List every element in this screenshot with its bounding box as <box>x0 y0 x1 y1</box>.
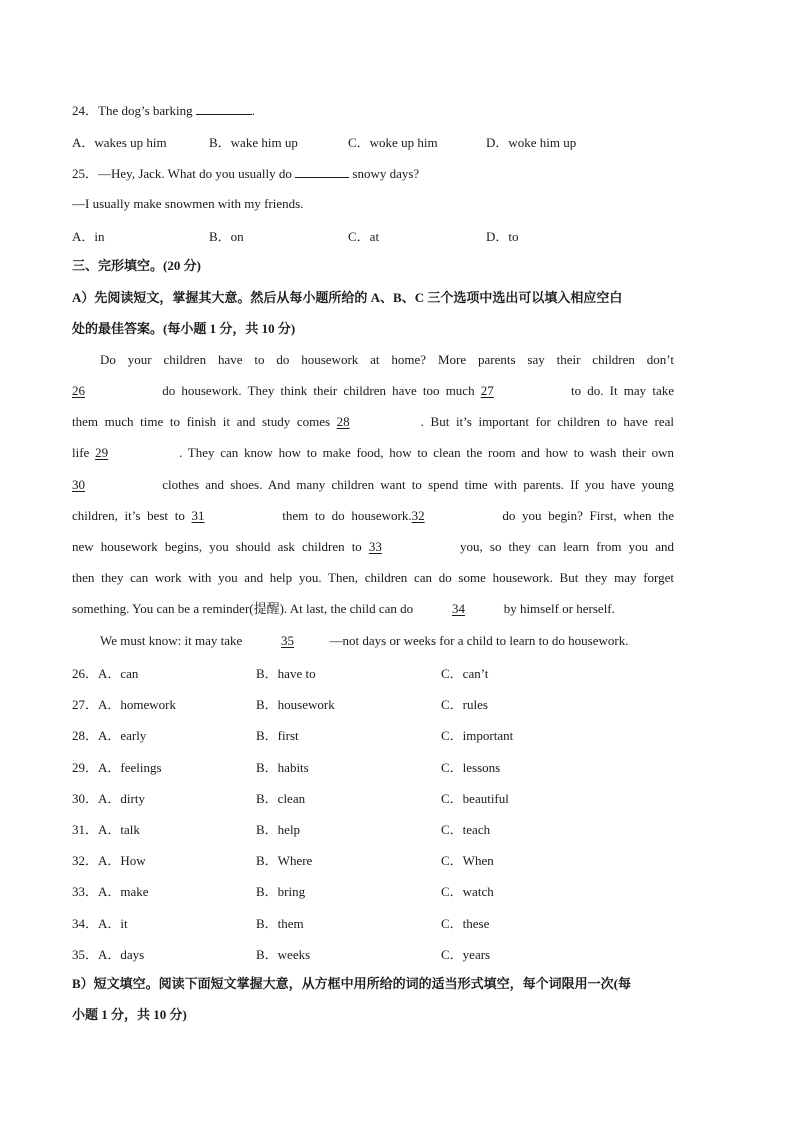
option-c: C．these <box>441 916 490 931</box>
section-3-title: 三、完形填空。(20 分) <box>72 258 201 273</box>
question-24-stem: 24．The dog’s barking . <box>72 103 256 118</box>
option-b: B．them <box>256 916 304 931</box>
blank-28: 28 <box>336 414 350 429</box>
question-25-stem: 25．—Hey, Jack. What do you usually do snowy days? <box>72 166 420 181</box>
choice-row <box>72 757 692 775</box>
passage-line-1: Do your children have to do housework at home? More parents say their children don’t <box>100 352 674 367</box>
option-a: 33．A．make <box>72 884 149 899</box>
option-a: 35．A．days <box>72 947 145 962</box>
choice-row <box>72 725 692 743</box>
option-c: C．at <box>348 229 380 244</box>
passage-line-5: 30 clothes and shoes. And many children want to spend time with parents. If you have young <box>72 477 674 492</box>
option-b: B．have to <box>256 666 316 681</box>
option-a: 32．A．How <box>72 853 146 868</box>
answer-blank <box>295 164 349 178</box>
question-24-options <box>72 132 692 150</box>
blank-32: 32 <box>411 508 425 523</box>
part-a-instructions-line2: 处的最佳答案。(每小题 1 分，共 10 分) <box>72 321 296 336</box>
choice-row <box>72 788 692 806</box>
blank-33: 33 <box>368 539 382 554</box>
option-a: A．wakes up him <box>72 135 167 150</box>
option-a: 28．A．early <box>72 728 147 743</box>
passage-line-6: children, it’s best to 31 them to do housework.32 do you begin? First, when the <box>72 508 675 523</box>
option-a: A．in <box>72 229 105 244</box>
passage-line-7: new housework begins, you should ask children to 33 you, so they can learn from you and <box>72 539 674 554</box>
option-b: B．weeks <box>256 947 311 962</box>
option-a: 31．A．talk <box>72 822 140 837</box>
part-a-instructions-line1: A）先阅读短文，掌握其大意。然后从每小题所给的 A、B、C 三个选项中选出可以填入相应空白 <box>72 290 623 305</box>
option-c: C．teach <box>441 822 491 837</box>
option-b: B．help <box>256 822 301 837</box>
option-a: 27．A．homework <box>72 697 176 712</box>
blank-30: 30 <box>72 477 85 492</box>
choice-row <box>72 881 692 899</box>
option-b: B．bring <box>256 884 306 899</box>
choice-row <box>72 663 692 681</box>
blank-27: 27 <box>480 383 494 398</box>
choice-row <box>72 913 692 931</box>
choice-row <box>72 819 692 837</box>
blank-35: 35 <box>281 633 295 648</box>
option-b: B．on <box>209 229 244 244</box>
option-a: 30．A．dirty <box>72 791 145 806</box>
option-b: B．habits <box>256 760 309 775</box>
option-c: C．When <box>441 853 494 868</box>
blank-34: 34 <box>451 601 465 616</box>
option-c: C．beautiful <box>441 791 509 806</box>
passage-line-8: then they can work with you and help you. Then, children can do some housework. But they may forget <box>72 570 674 585</box>
option-b: B．wake him up <box>209 135 298 150</box>
option-b: B．housework <box>256 697 335 712</box>
option-d: D．to <box>486 229 519 244</box>
option-a: 34．A．it <box>72 916 128 931</box>
option-a: 29．A．feelings <box>72 760 162 775</box>
choice-row <box>72 944 692 962</box>
option-d: D．woke him up <box>486 135 577 150</box>
answer-blank <box>196 101 252 115</box>
passage-line-9: something. You can be a reminder(提醒). At last, the child can do 34 by himself or herself. <box>72 601 615 616</box>
option-a: 26．A．can <box>72 666 139 681</box>
blank-26: 26 <box>72 383 85 398</box>
choice-row <box>72 850 692 868</box>
question-25-options <box>72 226 692 244</box>
option-c: C．years <box>441 947 491 962</box>
option-c: C．important <box>441 728 514 743</box>
option-b: B．Where <box>256 853 313 868</box>
choice-row <box>72 694 692 712</box>
option-c: C．can’t <box>441 666 489 681</box>
question-25-reply: —I usually make snowmen with my friends. <box>72 196 304 211</box>
option-c: C．rules <box>441 697 488 712</box>
option-b: B．clean <box>256 791 306 806</box>
part-b-instructions-line1: B）短文填空。阅读下面短文掌握大意，从方框中用所给的词的适当形式填空，每个词限用一次(每 <box>72 976 632 991</box>
option-c: C．lessons <box>441 760 501 775</box>
passage-line-2: 26 do housework. They think their children have too much 27 to do. It may take <box>72 383 675 398</box>
passage-line-10: We must know: it may take 35 —not days or weeks for a child to learn to do housework. <box>100 633 629 648</box>
option-c: C．watch <box>441 884 494 899</box>
blank-29: 29 <box>95 445 109 460</box>
option-b: B．first <box>256 728 299 743</box>
blank-31: 31 <box>191 508 205 523</box>
passage-line-3: them much time to finish it and study comes 28 . But it’s important for children to have real <box>72 414 674 429</box>
option-c: C．woke up him <box>348 135 438 150</box>
part-b-instructions-line2: 小题 1 分，共 10 分) <box>72 1007 187 1022</box>
passage-line-4: life 29 . They can know how to make food, how to clean the room and how to wash their own <box>72 445 675 460</box>
